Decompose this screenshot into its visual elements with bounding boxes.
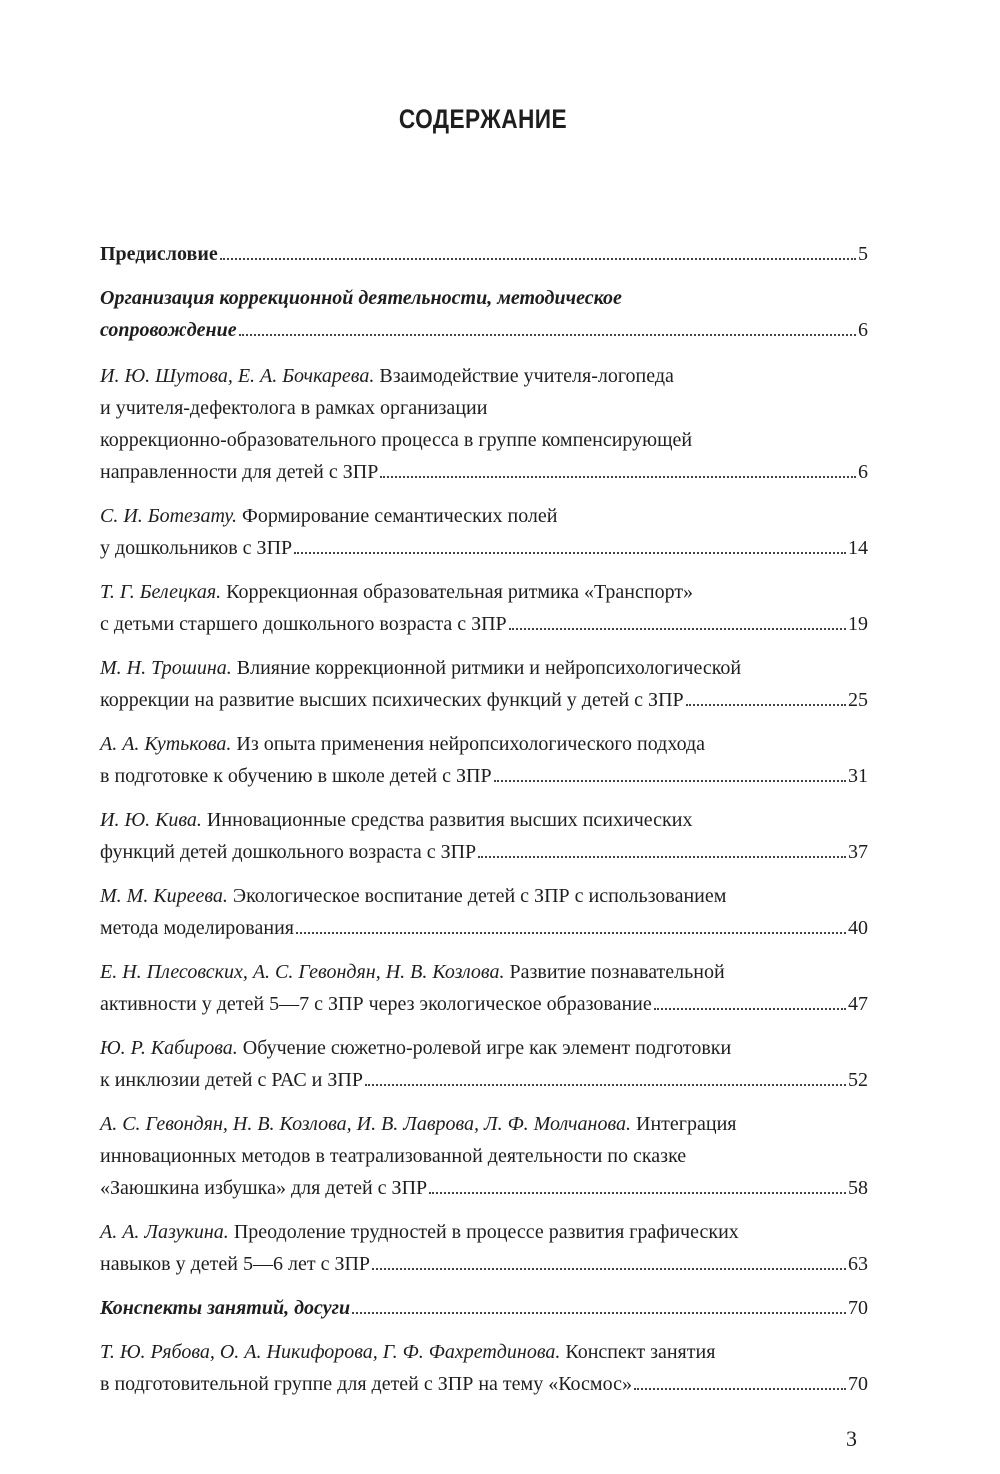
toc-entry-text: Взаимодействие учителя-логопеда bbox=[379, 365, 674, 387]
toc-entry-title-end: сопровождение bbox=[100, 319, 237, 341]
toc-entry bbox=[100, 360, 868, 488]
toc-entry-title-end: метода моделирования bbox=[100, 917, 294, 939]
toc-entry-author: С. И. Ботезату. bbox=[100, 505, 238, 527]
toc-entry bbox=[100, 728, 868, 792]
toc-entry-author: Т. Ю. Рябова, О. А. Никифорова, Г. Ф. Фахретдинова. bbox=[100, 1341, 561, 1363]
toc-entry-text: Обучение сюжетно-ролевой игре как элемент подготовки bbox=[242, 1037, 732, 1059]
toc-entry-line bbox=[100, 728, 868, 760]
toc-entry-title-end: в подготовке к обучению в школе детей с ЗПР bbox=[100, 765, 492, 787]
toc-entry-line bbox=[100, 652, 868, 684]
page-title: СОДЕРЖАНИЕ bbox=[398, 104, 568, 134]
toc-entry-line bbox=[100, 804, 868, 836]
toc-entry-text: Экологическое воспитание детей с ЗПР с использованием bbox=[232, 885, 727, 907]
toc-entry-title-end: направленности для детей с ЗПР bbox=[100, 461, 379, 483]
toc-entry bbox=[100, 238, 868, 270]
dot-leader bbox=[478, 856, 846, 858]
toc-entry-text: Коррекционная образовательная ритмика «Транспорт» bbox=[226, 581, 694, 603]
toc-entry-text: Инновационные средства развития высших психических bbox=[206, 809, 693, 831]
toc-entry-title-end: в подготовительной группе для детей с ЗПР на тему «Космос» bbox=[100, 1373, 632, 1395]
toc-entry bbox=[100, 652, 868, 716]
page-number: 3 bbox=[846, 1426, 857, 1451]
toc-entry-page: 6 bbox=[858, 461, 868, 483]
toc-entry-line bbox=[100, 392, 868, 424]
dot-leader bbox=[494, 780, 846, 782]
toc-entry-line bbox=[100, 880, 868, 912]
toc-entry-text: Из опыта применения нейропсихологического подхода bbox=[236, 733, 706, 755]
dot-leader bbox=[380, 476, 856, 478]
toc-entry-line bbox=[100, 282, 868, 314]
toc-entry-line bbox=[100, 576, 868, 608]
toc-entry-line bbox=[100, 1140, 868, 1172]
toc-entry-author: И. Ю. Кива. bbox=[100, 809, 202, 831]
dot-leader bbox=[294, 552, 846, 554]
toc-entry-page: 40 bbox=[848, 917, 868, 939]
toc-entry-line bbox=[100, 500, 868, 532]
toc-entry-author: М. М. Киреева. bbox=[100, 885, 228, 907]
toc-entry-page: 63 bbox=[848, 1253, 868, 1275]
toc-entry-text: Организация коррекционной деятельности, методическое bbox=[100, 287, 622, 309]
toc-entry-line bbox=[100, 1108, 868, 1140]
toc-entry-line bbox=[100, 360, 868, 392]
toc-entry-page: 31 bbox=[848, 765, 868, 787]
toc-entry-author: Е. Н. Плесовских, А. С. Гевондян, Н. В. Козлова. bbox=[100, 961, 505, 983]
toc-entry-text: и учителя-дефектолога в рамках организации bbox=[100, 397, 488, 419]
dot-leader bbox=[352, 1312, 846, 1314]
toc-entry-page: 37 bbox=[848, 841, 868, 863]
toc-entry-page: 6 bbox=[858, 319, 868, 341]
toc-entry-author: И. Ю. Шутова, Е. А. Бочкарева. bbox=[100, 365, 375, 387]
toc-entry-text: Формирование семантических полей bbox=[242, 505, 558, 527]
toc-entry-title-end: функций детей дошкольного возраста с ЗПР bbox=[100, 841, 477, 863]
dot-leader bbox=[239, 334, 856, 336]
toc-entry-text: инновационных методов в театрализованной деятельности по сказке bbox=[100, 1145, 687, 1167]
toc-entry-page: 47 bbox=[848, 993, 868, 1015]
toc-entry-text: коррекционно-образовательного процесса в группе компенсирующей bbox=[100, 429, 693, 451]
toc-entry bbox=[100, 1216, 868, 1280]
dot-leader bbox=[634, 1388, 846, 1390]
toc-entry-page: 70 bbox=[848, 1373, 868, 1395]
toc-entry bbox=[100, 1108, 868, 1204]
dot-leader bbox=[296, 932, 846, 934]
dot-leader bbox=[365, 1084, 846, 1086]
toc-entry bbox=[100, 880, 868, 944]
toc-entry-title-end: коррекции на развитие высших психических функций у детей с ЗПР bbox=[100, 689, 684, 711]
toc-entry-page: 70 bbox=[848, 1297, 868, 1319]
toc-entry bbox=[100, 576, 868, 640]
toc-entry-page: 19 bbox=[848, 613, 868, 635]
toc-entry bbox=[100, 282, 868, 346]
toc-entry-author: Ю. Р. Кабирова. bbox=[100, 1037, 238, 1059]
dot-leader bbox=[654, 1008, 846, 1010]
toc-entry bbox=[100, 1032, 868, 1096]
toc-entry-page: 52 bbox=[848, 1069, 868, 1091]
table-of-contents bbox=[100, 238, 868, 1400]
dot-leader bbox=[372, 1268, 846, 1270]
toc-entry-page: 58 bbox=[848, 1177, 868, 1199]
toc-entry-title-end: активности у детей 5—7 с ЗПР через экологическое образование bbox=[100, 993, 652, 1015]
toc-entry-title-end: у дошкольников с ЗПР bbox=[100, 537, 293, 559]
toc-entry-author: А. С. Гевондян, Н. В. Козлова, И. В. Лаврова, Л. Ф. Молчанова. bbox=[100, 1113, 632, 1135]
toc-entry-title-end: навыков у детей 5—6 лет с ЗПР bbox=[100, 1253, 371, 1275]
toc-entry bbox=[100, 804, 868, 868]
dot-leader bbox=[509, 628, 846, 630]
toc-entry-text: Интеграция bbox=[636, 1113, 737, 1135]
toc-entry-title-end: Предисловие bbox=[100, 243, 218, 265]
dot-leader bbox=[686, 704, 846, 706]
toc-entry bbox=[100, 956, 868, 1020]
toc-entry-page: 25 bbox=[848, 689, 868, 711]
toc-entry-title-end: к инклюзии детей с РАС и ЗПР bbox=[100, 1069, 363, 1091]
toc-entry-page: 5 bbox=[858, 243, 868, 265]
toc-entry-title-end: с детьми старшего дошкольного возраста с ЗПР bbox=[100, 613, 507, 635]
toc-entry bbox=[100, 1292, 868, 1324]
toc-entry-line bbox=[100, 1032, 868, 1064]
toc-entry bbox=[100, 1336, 868, 1400]
toc-entry bbox=[100, 500, 868, 564]
toc-entry-text: Конспект занятия bbox=[565, 1341, 716, 1363]
toc-entry-line bbox=[100, 424, 868, 456]
toc-entry-author: М. Н. Трошина. bbox=[100, 657, 232, 679]
toc-entry-author: А. А. Лазукина. bbox=[100, 1221, 229, 1243]
toc-entry-line bbox=[100, 1216, 868, 1248]
toc-entry-text: Влияние коррекционной ритмики и нейропсихологической bbox=[236, 657, 742, 679]
toc-entry-page: 14 bbox=[848, 537, 868, 559]
toc-entry-line bbox=[100, 1336, 868, 1368]
dot-leader bbox=[220, 258, 856, 260]
toc-entry-text: Преодоление трудностей в процессе развития графических bbox=[233, 1221, 739, 1243]
toc-entry-title-end: «Заюшкина избушка» для детей с ЗПР bbox=[100, 1177, 428, 1199]
toc-entry-line bbox=[100, 956, 868, 988]
toc-entry-title-end: Конспекты занятий, досуги bbox=[100, 1297, 351, 1319]
dot-leader bbox=[429, 1192, 846, 1194]
toc-entry-author: Т. Г. Белецкая. bbox=[100, 581, 222, 603]
toc-entry-author: А. А. Кутькова. bbox=[100, 733, 232, 755]
toc-entry-text: Развитие познавательной bbox=[509, 961, 725, 983]
